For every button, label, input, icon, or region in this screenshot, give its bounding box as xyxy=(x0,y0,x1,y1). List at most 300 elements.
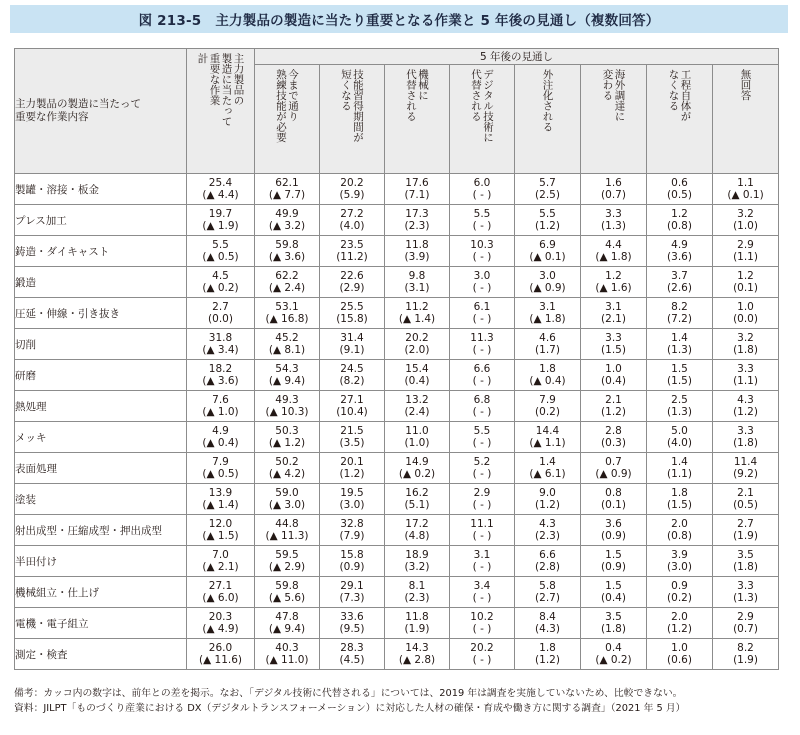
cell-change: (0.5) xyxy=(733,499,758,511)
cell-value: 14.9 xyxy=(405,455,429,468)
table-cell xyxy=(581,236,647,267)
table-cell xyxy=(187,205,255,236)
cell-change: (▲ 3.2) xyxy=(268,220,306,232)
cell-value: 5.2 xyxy=(473,455,491,468)
cell-change: ( - ) xyxy=(472,220,492,232)
cell-change: (0.9) xyxy=(339,561,365,573)
table-row xyxy=(15,515,779,546)
cell-change: (▲ 3.6) xyxy=(268,251,306,263)
table-cell xyxy=(320,608,385,639)
cell-change: (▲ 6.1) xyxy=(529,468,566,480)
cell-value: 5.0 xyxy=(671,424,688,437)
cell-value: 17.2 xyxy=(405,517,429,530)
table-cell xyxy=(255,391,320,422)
cell-value: 6.6 xyxy=(539,548,556,561)
cell-value: 11.8 xyxy=(405,610,429,623)
table-cell xyxy=(713,174,779,205)
cell-change: (0.6) xyxy=(667,654,692,666)
cell-value: 2.5 xyxy=(671,393,688,406)
table-cell xyxy=(385,174,450,205)
table-cell xyxy=(255,329,320,360)
row-header-label: 主力製品の製造に当たって 重要な作業内容 xyxy=(15,98,141,123)
forecast-column-label: 工程自体が なくなる xyxy=(667,69,692,122)
cell-change: ( - ) xyxy=(472,406,492,418)
cell-change: (▲ 4.4) xyxy=(202,189,239,201)
cell-change: (1.3) xyxy=(667,406,692,418)
cell-value: 7.9 xyxy=(539,393,556,406)
table-cell xyxy=(515,422,581,453)
cell-value: 5.5 xyxy=(212,238,229,251)
cell-value: 6.1 xyxy=(473,300,491,313)
cell-change: (▲ 1.8) xyxy=(529,313,566,325)
cell-value: 1.6 xyxy=(605,176,622,189)
cell-change: (4.3) xyxy=(535,623,560,635)
row-label: 圧延・伸線・引き抜き xyxy=(15,298,187,329)
table-row xyxy=(15,205,779,236)
table-cell xyxy=(385,298,450,329)
cell-change: (2.3) xyxy=(404,220,430,232)
table-cell xyxy=(187,546,255,577)
table-cell xyxy=(581,453,647,484)
cell-change: (▲ 3.4) xyxy=(202,344,239,356)
cell-value: 22.6 xyxy=(340,269,364,282)
row-label: 機械組立・仕上げ xyxy=(15,577,187,608)
cell-change: (2.5) xyxy=(535,189,560,201)
table-cell xyxy=(255,484,320,515)
forecast-column-label: 技能習得期間が 短くなる xyxy=(340,69,364,143)
cell-change: (▲ 3.0) xyxy=(268,499,306,511)
table-cell xyxy=(515,515,581,546)
table-cell xyxy=(450,608,515,639)
cell-change: (▲ 2.8) xyxy=(398,654,436,666)
forecast-column-label: 海外調達に 変わる xyxy=(601,69,626,122)
cell-change: (1.2) xyxy=(733,406,758,418)
table-cell xyxy=(385,639,450,670)
cell-change: (0.2) xyxy=(535,406,560,418)
table-cell xyxy=(713,515,779,546)
cell-value: 8.2 xyxy=(737,641,754,654)
table-cell xyxy=(255,174,320,205)
cell-change: (5.1) xyxy=(404,499,430,511)
row-label: 熱処理 xyxy=(15,391,187,422)
cell-value: 3.2 xyxy=(737,207,754,220)
table-cell xyxy=(713,298,779,329)
cell-change: (▲ 4.2) xyxy=(268,468,306,480)
cell-value: 3.1 xyxy=(605,300,622,313)
table-cell xyxy=(187,515,255,546)
cell-value: 7.0 xyxy=(212,548,229,561)
row-label: 電機・電子組立 xyxy=(15,608,187,639)
cell-change: (7.2) xyxy=(667,313,692,325)
row-label: メッキ xyxy=(15,422,187,453)
cell-value: 16.2 xyxy=(405,486,429,499)
row-label: 製罐・溶接・板金 xyxy=(15,174,187,205)
table-cell xyxy=(581,484,647,515)
table-cell xyxy=(713,608,779,639)
cell-change: (15.8) xyxy=(336,313,368,325)
cell-value: 2.9 xyxy=(473,486,491,499)
cell-value: 18.9 xyxy=(405,548,429,561)
cell-change: (▲ 0.2) xyxy=(595,654,632,666)
cell-value: 3.5 xyxy=(605,610,622,623)
cell-change: (1.2) xyxy=(535,654,560,666)
table-cell xyxy=(581,205,647,236)
cell-change: (▲ 2.4) xyxy=(268,282,306,294)
table-cell xyxy=(320,298,385,329)
table-cell xyxy=(187,236,255,267)
cell-value: 1.0 xyxy=(605,362,622,375)
cell-change: (3.2) xyxy=(404,561,430,573)
cell-value: 29.1 xyxy=(340,579,364,592)
table-cell xyxy=(187,267,255,298)
table-row xyxy=(15,236,779,267)
cell-value: 11.1 xyxy=(470,517,494,530)
cell-value: 8.2 xyxy=(671,300,688,313)
table-cell xyxy=(515,484,581,515)
forecast-column-header xyxy=(450,65,515,174)
cell-value: 2.7 xyxy=(737,517,754,530)
cell-value: 6.8 xyxy=(473,393,491,406)
cell-value: 11.3 xyxy=(470,331,494,344)
cell-value: 1.2 xyxy=(737,269,754,282)
cell-value: 20.3 xyxy=(208,610,233,623)
row-label: 切削 xyxy=(15,329,187,360)
cell-change: (▲ 8.1) xyxy=(268,344,306,356)
cell-change: (7.9) xyxy=(339,530,365,542)
cell-value: 25.4 xyxy=(208,176,233,189)
table-row xyxy=(15,484,779,515)
table-cell xyxy=(385,577,450,608)
cell-value: 2.9 xyxy=(737,238,754,251)
table-row xyxy=(15,608,779,639)
cell-value: 4.4 xyxy=(605,238,622,251)
table-cell xyxy=(450,236,515,267)
table-cell xyxy=(647,422,713,453)
table-cell xyxy=(713,577,779,608)
cell-change: (0.9) xyxy=(601,530,626,542)
table-cell xyxy=(581,577,647,608)
table-cell xyxy=(515,639,581,670)
cell-value: 1.5 xyxy=(605,579,622,592)
cell-value: 13.2 xyxy=(405,393,429,406)
cell-value: 10.2 xyxy=(470,610,494,623)
table-cell xyxy=(647,391,713,422)
table-cell xyxy=(187,298,255,329)
cell-value: 8.4 xyxy=(539,610,556,623)
cell-value: 9.0 xyxy=(539,486,556,499)
table-cell xyxy=(385,453,450,484)
cell-value: 21.5 xyxy=(340,424,364,437)
cell-change: (2.8) xyxy=(535,561,560,573)
cell-change: (1.3) xyxy=(667,344,692,356)
cell-change: (11.2) xyxy=(336,251,368,263)
table-cell xyxy=(320,546,385,577)
cell-value: 3.3 xyxy=(737,362,754,375)
table-cell xyxy=(515,267,581,298)
cell-value: 33.6 xyxy=(340,610,364,623)
table-cell xyxy=(581,174,647,205)
cell-change: ( - ) xyxy=(472,654,492,666)
table-cell xyxy=(255,515,320,546)
cell-change: (1.8) xyxy=(733,437,758,449)
table-cell xyxy=(713,360,779,391)
cell-change: ( - ) xyxy=(472,592,492,604)
cell-change: (1.0) xyxy=(404,437,430,449)
cell-value: 0.4 xyxy=(605,641,622,654)
cell-change: (▲ 1.9) xyxy=(202,220,239,232)
cell-change: (▲ 5.6) xyxy=(268,592,306,604)
cell-value: 1.1 xyxy=(737,176,754,189)
table-cell xyxy=(320,391,385,422)
cell-value: 28.3 xyxy=(340,641,364,654)
table-cell xyxy=(450,205,515,236)
cell-change: (0.8) xyxy=(667,530,692,542)
total-column-header xyxy=(187,49,255,174)
table-cell xyxy=(187,639,255,670)
cell-value: 31.8 xyxy=(208,331,233,344)
cell-change: (0.4) xyxy=(404,375,430,387)
table-cell xyxy=(647,453,713,484)
cell-change: (1.5) xyxy=(667,375,692,387)
total-column-label: 主力製品の 製造に当たって 重要な作業 計 xyxy=(196,53,245,127)
cell-change: (▲ 0.9) xyxy=(529,282,566,294)
table-cell xyxy=(320,205,385,236)
cell-value: 1.4 xyxy=(671,455,688,468)
table-cell xyxy=(450,453,515,484)
forecast-column-label: 外注化される xyxy=(541,69,554,132)
cell-value: 6.0 xyxy=(473,176,491,189)
cell-value: 54.3 xyxy=(275,362,299,375)
cell-value: 6.9 xyxy=(539,238,556,251)
table-cell xyxy=(713,453,779,484)
cell-value: 0.7 xyxy=(605,455,622,468)
table-row xyxy=(15,422,779,453)
table-cell xyxy=(320,236,385,267)
source-note: 資料：JILPT「ものづくり産業における DX（デジタルトランスフォーメーション）に対応した人材の確保・育成や働き方に関する調査」（2021 年 5 月） xyxy=(14,703,686,714)
cell-change: (1.2) xyxy=(535,499,560,511)
cell-change: (1.3) xyxy=(733,592,758,604)
table-cell xyxy=(450,546,515,577)
cell-change: (▲ 1.1) xyxy=(529,437,566,449)
cell-value: 5.7 xyxy=(539,176,556,189)
cell-change: ( - ) xyxy=(472,251,492,263)
cell-value: 59.8 xyxy=(275,579,299,592)
cell-value: 50.3 xyxy=(275,424,299,437)
cell-value: 1.8 xyxy=(671,486,688,499)
table-cell xyxy=(385,329,450,360)
forecast-column-header xyxy=(713,65,779,174)
cell-change: (3.5) xyxy=(339,437,365,449)
table-cell xyxy=(581,267,647,298)
cell-value: 18.2 xyxy=(208,362,233,375)
cell-value: 5.5 xyxy=(473,424,491,437)
cell-value: 2.0 xyxy=(671,517,688,530)
cell-change: (1.8) xyxy=(733,344,758,356)
table-cell xyxy=(187,608,255,639)
cell-change: (▲ 16.8) xyxy=(265,313,309,325)
cell-value: 62.2 xyxy=(275,269,299,282)
table-cell xyxy=(515,236,581,267)
table-cell xyxy=(255,546,320,577)
cell-change: ( - ) xyxy=(472,375,492,387)
table-cell xyxy=(647,546,713,577)
cell-value: 3.1 xyxy=(539,300,556,313)
table-cell xyxy=(255,453,320,484)
cell-change: (▲ 1.6) xyxy=(595,282,632,294)
table-cell xyxy=(581,329,647,360)
cell-value: 5.5 xyxy=(539,207,556,220)
row-label: 半田付け xyxy=(15,546,187,577)
forecast-column-header xyxy=(320,65,385,174)
cell-value: 0.9 xyxy=(671,579,688,592)
cell-change: (5.9) xyxy=(339,189,365,201)
table-cell xyxy=(515,298,581,329)
table-cell xyxy=(581,422,647,453)
cell-change: ( - ) xyxy=(472,561,492,573)
forecast-column-label: デジタル技術に 代替される xyxy=(470,69,494,143)
table-cell xyxy=(647,205,713,236)
table-row xyxy=(15,577,779,608)
cell-value: 32.8 xyxy=(340,517,364,530)
cell-value: 15.4 xyxy=(405,362,429,375)
table-cell xyxy=(647,236,713,267)
cell-value: 1.4 xyxy=(671,331,688,344)
cell-change: (▲ 0.2) xyxy=(202,282,239,294)
cell-value: 49.9 xyxy=(275,207,299,220)
table-cell xyxy=(450,329,515,360)
cell-change: (0.7) xyxy=(733,623,758,635)
cell-change: (▲ 4.9) xyxy=(202,623,239,635)
table-cell xyxy=(320,453,385,484)
cell-change: (0.4) xyxy=(601,592,626,604)
row-header-cell xyxy=(15,49,187,174)
cell-change: (▲ 0.4) xyxy=(202,437,239,449)
cell-change: (0.1) xyxy=(601,499,626,511)
cell-change: (1.3) xyxy=(601,220,626,232)
cell-value: 17.3 xyxy=(405,207,429,220)
cell-change: ( - ) xyxy=(472,468,492,480)
row-label: 鋳造・ダイキャスト xyxy=(15,236,187,267)
cell-value: 19.7 xyxy=(208,207,233,220)
table-cell xyxy=(515,608,581,639)
cell-value: 17.6 xyxy=(405,176,429,189)
cell-change: (0.2) xyxy=(667,592,692,604)
table-cell xyxy=(450,484,515,515)
cell-value: 20.1 xyxy=(340,455,364,468)
cell-change: (1.1) xyxy=(733,251,758,263)
table-cell xyxy=(581,391,647,422)
table-cell xyxy=(713,546,779,577)
cell-value: 1.8 xyxy=(539,641,556,654)
cell-change: (▲ 11.3) xyxy=(265,530,309,542)
cell-change: (▲ 2.9) xyxy=(268,561,306,573)
cell-change: ( - ) xyxy=(472,344,492,356)
cell-value: 59.5 xyxy=(275,548,299,561)
cell-change: (10.4) xyxy=(336,406,368,418)
cell-value: 3.0 xyxy=(539,269,556,282)
table-cell xyxy=(255,236,320,267)
table-cell xyxy=(515,546,581,577)
table-row xyxy=(15,391,779,422)
table-cell xyxy=(647,577,713,608)
table-cell xyxy=(320,639,385,670)
cell-change: (▲ 6.0) xyxy=(202,592,239,604)
cell-change: (▲ 0.1) xyxy=(529,251,566,263)
cell-value: 45.2 xyxy=(275,331,299,344)
cell-change: (2.1) xyxy=(601,313,626,325)
row-label: 研磨 xyxy=(15,360,187,391)
cell-change: (0.3) xyxy=(601,437,626,449)
table-cell xyxy=(385,205,450,236)
cell-change: (1.8) xyxy=(733,561,758,573)
cell-change: (0.0) xyxy=(733,313,758,325)
cell-change: (9.1) xyxy=(339,344,365,356)
row-label: 表面処理 xyxy=(15,453,187,484)
table-cell xyxy=(713,422,779,453)
table-cell xyxy=(385,236,450,267)
cell-value: 15.8 xyxy=(340,548,364,561)
cell-value: 59.8 xyxy=(275,238,299,251)
cell-change: (0.4) xyxy=(601,375,626,387)
table-cell xyxy=(255,360,320,391)
cell-value: 26.0 xyxy=(208,641,233,654)
table-row xyxy=(15,298,779,329)
cell-value: 20.2 xyxy=(405,331,429,344)
cell-value: 2.0 xyxy=(671,610,688,623)
cell-change: (1.1) xyxy=(667,468,692,480)
cell-change: (1.2) xyxy=(601,406,626,418)
cell-value: 27.1 xyxy=(340,393,364,406)
table-cell xyxy=(713,639,779,670)
cell-value: 59.0 xyxy=(275,486,299,499)
table-cell xyxy=(385,546,450,577)
table-cell xyxy=(515,577,581,608)
cell-change: (3.0) xyxy=(667,561,692,573)
cell-change: (▲ 9.4) xyxy=(268,375,306,387)
cell-change: (0.9) xyxy=(601,561,626,573)
cell-change: (1.5) xyxy=(601,344,626,356)
forecast-column-header xyxy=(515,65,581,174)
table-cell xyxy=(385,608,450,639)
cell-value: 11.0 xyxy=(405,424,429,437)
table-cell xyxy=(320,174,385,205)
cell-value: 2.1 xyxy=(737,486,754,499)
cell-change: (▲ 0.9) xyxy=(595,468,632,480)
table-cell xyxy=(450,360,515,391)
table-cell xyxy=(255,608,320,639)
forecast-column-label: 無回答 xyxy=(739,69,752,101)
cell-change: (4.0) xyxy=(667,437,692,449)
cell-value: 3.3 xyxy=(605,207,622,220)
cell-change: (7.1) xyxy=(404,189,430,201)
cell-value: 0.6 xyxy=(671,176,688,189)
cell-value: 4.9 xyxy=(671,238,688,251)
cell-value: 19.5 xyxy=(340,486,364,499)
table-cell xyxy=(187,329,255,360)
cell-value: 20.2 xyxy=(340,176,364,189)
table-cell xyxy=(320,577,385,608)
cell-change: (0.8) xyxy=(667,220,692,232)
table-cell xyxy=(255,422,320,453)
cell-value: 1.2 xyxy=(605,269,622,282)
table-cell xyxy=(515,329,581,360)
table-cell xyxy=(320,267,385,298)
cell-value: 62.1 xyxy=(275,176,299,189)
table-row xyxy=(15,453,779,484)
cell-change: (▲ 1.4) xyxy=(202,499,239,511)
cell-value: 3.3 xyxy=(737,424,754,437)
table-cell xyxy=(647,608,713,639)
